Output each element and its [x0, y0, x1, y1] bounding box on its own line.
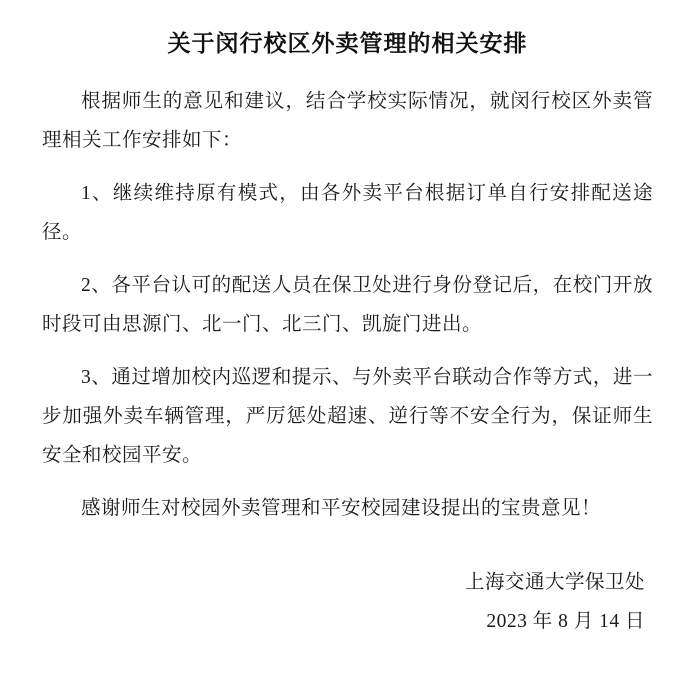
page-title: 关于闵行校区外卖管理的相关安排 — [167, 31, 528, 56]
signature-block — [42, 563, 653, 667]
paragraph-item-2: 2、各平台认可的配送人员在保卫处进行身份登记后，在校门开放时段可由思源门、北一门、北三门、凯旋门进出。 — [42, 275, 653, 336]
document-body — [42, 82, 653, 542]
paragraph-intro: 根据师生的意见和建议，结合学校实际情况，就闵行校区外卖管理相关工作安排如下： — [42, 91, 653, 152]
paragraph-closing: 感谢师生对校园外卖管理和平安校园建设提出的宝贵意见！ — [81, 498, 602, 520]
paragraph-item-1: 1、继续维持原有模式，由各外卖平台根据订单自行安排配送途径。 — [42, 183, 653, 244]
paragraph-item-3: 3、通过增加校内巡逻和提示、与外卖平台联动合作等方式，进一步加强外卖车辆管理，严厉惩处超速、逆行等不安全行为，保证师生安全和校园平安。 — [42, 367, 653, 467]
signature-date: 2023 年 8 月 14 日 — [486, 611, 645, 632]
signature-organization: 上海交通大学保卫处 — [464, 572, 645, 593]
